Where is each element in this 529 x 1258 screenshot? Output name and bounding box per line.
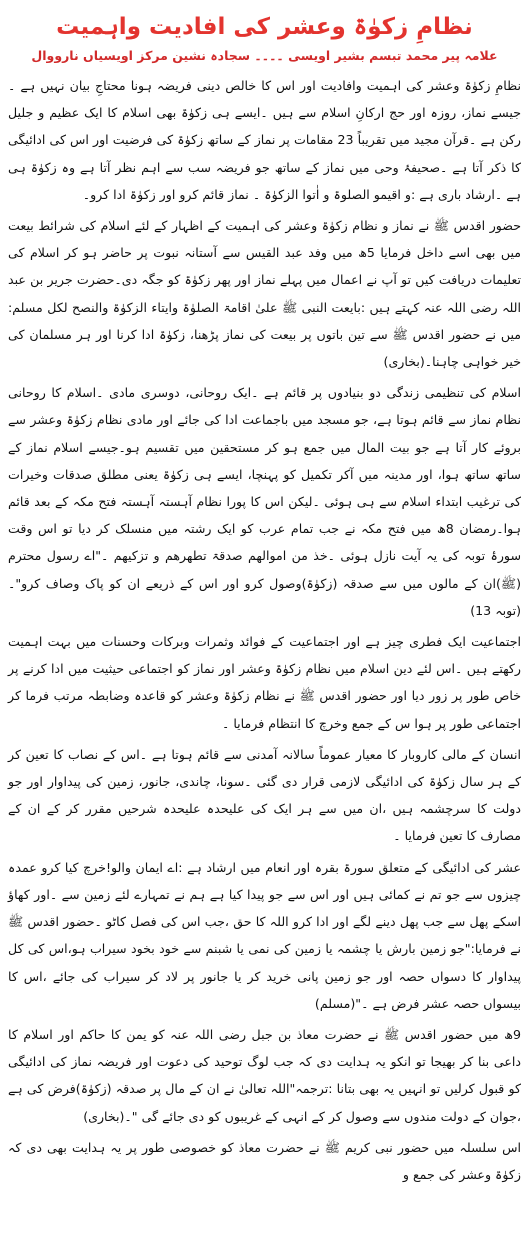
paragraph-bayah: حضور اقدس ﷺ نے نماز و نظام زکوٰۃ وعشر کی اہمیت کے اظہار کے لئے اسلام کی شرائط بیعت میں بھی اسے داخل فرمایا 5ھ میں وفد عبد القیس سے آستانہ نبوت پر حاضر ہو کر اسلام کی تعلیمات دریافت کیں تو آپ نے اعمال میں پہلے نماز اور پھر زکوٰۃ کو جگہ دی۔حضرت جریر بن عبد اللہ رضی اللہ عنہ کہتے ہیں :بایعت النبی ﷺ علیٰ اقامۃ الصلوٰۃ وایتاء الزکوٰۃ والنصح لکل مسلم: میں نے حضور اقدس ﷺ سے تین باتوں پر بیعت کی نماز پڑھنا، زکوٰۃ ادا کرنا اور ہر مسلمان کی خیر خواہی چاہنا۔(بخاری) (8, 218, 521, 370)
paragraph-muadh: 9ھ میں حضور اقدس ﷺ نے حضرت معاذ بن جبل رضی اللہ عنہ کو یمن کا حاکم اور اسلام کا داعی بنا کر بھیجا تو انکو یہ ہدایت دی کہ جب لوگ توحید کی دعوت اور فریضہ نماز کی ادائیگی کو قبول کرلیں تو انہیں یہ بھی بتانا :ترجمہ"اللہ تعالیٰ نے ان کے مال پر صدقہ (زکوٰۃ)فرض کی ہے ،جوان کے دولت مندوں سے وصول کر کے انہی کے غریبوں کو دی جائے گی "۔(بخاری) (8, 1026, 521, 1124)
paragraph-collectivity: اجتماعیت ایک فطری چیز ہے اور اجتماعیت کے فوائد وثمرات وبرکات وحسنات میں بہت اہمیت رکھتے ہیں ۔اس لئے دین اسلام میں نظام زکوٰۃ وعشر اور نماز کو اجتماعی حیثیت میں ادا کرنے پر خاص طور پر زور دیا اور حضور اقدس ﷺ نے نظام زکوٰۃ وعشر کو قاعدہ وضابطہ مرتب فرما کر اجتماعی طور پر ہوا س کے جمع وخرچ کا انتظام فرمایا ۔ (8, 634, 521, 731)
paragraph-continuation: اس سلسلہ میں حضور نبی کریم ﷺ نے حضرت معاذ کو خصوصی طور پر یہ ہدایت بھی دی کہ زکوٰۃ وعشر کی جمع و (8, 1139, 521, 1182)
paragraph-organizational-life: اسلام کی تنظیمی زندگی دو بنیادوں پر قائم ہے ۔ایک روحانی، دوسری مادی ۔اسلام کا روحانی نظام نماز سے قائم ہوتا ہے، جو مسجد میں باجماعت ادا کی جائے اور مادی نظام زکوٰۃ وعشر سے بروئے کار آتا ہے جو بیت المال میں جمع ہو کر مستحقین میں تقسیم ہو۔جیسے اسلام نماز کے ساتھ ساتھ ہوا، اور مدینہ میں آکر تکمیل کو پہنچا، ایسے ہی زکوٰۃ یعنی مطلق صدقات وخیرات کی ترغیب ابتداء اسلام سے ہی ہوئی ۔لیکن اس کا پورا نظام آہستہ آہستہ فتح مکہ کے بعد قائم ہوا۔رمضان 8ھ میں فتح مکہ نے جب تمام عرب کو ایک رشتہ میں منسلک کر دیا تو اس وقت سورۂ توبہ کی یہ آیت نازل ہوئی ۔خذ من اموالھم صدقۃ تطھرھم و تزکیھم ۔"اے رسول محترم (ﷺ)ان کے مالوں میں سے صدقہ (زکوٰۃ)وصول کرو اور اس کے ذریعے ان کو پاک وصاف کرو"۔(توبہ 13) (8, 385, 521, 618)
article-title: نظامِ زکوٰۃ وعشر کی افادیت واہمیت (56, 14, 473, 40)
paragraph-zakat-pillar: نظامِ زکوٰۃ وعشر کی اہمیت وافادیت اور اس کا خالص دینی فریضہ ہونا محتاجِ بیان نہیں ہے ۔ جیسے نماز، روزہ اور حج ارکانِ اسلام سے ہیں ۔ایسے ہی زکوٰۃ بھی اسلام کا ایک عظیم و جلیل رکن ہے ۔قرآن مجید میں تقریباً 23 مقامات پر نماز کے ساتھ زکوٰۃ کی فرضیت اور اس کی ادائیگی کا ذکر آتا ہے ۔صحیفۂ وحی میں نماز کے ساتھ جو فریضہ سب سے اہم نظر آتا ہے وہ زکوٰۃ ہی ہے ۔ارشاد باری ہے :و اقیمو الصلوۃ و اٰتوا الزکوٰۃ ۔ نماز قائم کرو اور زکوٰۃ ادا کرو۔ (8, 78, 521, 202)
paragraph-ushr: عشر کی ادائیگی کے متعلق سورۃ بقرہ اور انعام میں ارشاد ہے :اے ایمان والو!خرچ کیا کرو عمدہ چیزوں سے جو تم نے کمائی ہیں اور اس سے جو پیدا کیا ہے ہم نے تمہارے لئے زمین سے ۔اور کھاؤ اسکے پھل سے جب پھل دینے لگے اور ادا کرو اللہ کا حق ،جب اس کی فصل کاٹو ۔حضور اقدس ﷺ نے فرمایا:"جو زمین بارش یا چشمہ یا زمین کی نمی یا شبنم سے خود بخود سیراب ہو،اس کی کل پیداوار کا دسواں حصہ اور جو زمین پانی خرید کر یا جانور پر لاد کر سیراب کی جائے ،اس کا بیسواں حصہ عشر فرض ہے ۔"(مسلم) (8, 859, 521, 1011)
author-byline: علامہ پیر محمد تبسم بشیر اویسی ۔۔۔۔ سجادہ نشین مرکز اویسیاں نارووال (31, 48, 498, 63)
paragraph-annual-income: انسان کے مالی کاروبار کا معیار عموماً سالانہ آمدنی سے قائم ہوتا ہے ۔اس کے نصاب کا تعین کر کے ہر سال زکوٰۃ کی ادائیگی لازمی قرار دی گئی ۔سونا، چاندی، جانور، زمین کی پیداوار اور جو دولت کا سرچشمہ ہیں ،ان میں سے ہر ایک کی علیحدہ علیحدہ شرحیں مقرر کر کے ان کے مصارف کا تعین فرمایا ۔ (8, 746, 521, 844)
